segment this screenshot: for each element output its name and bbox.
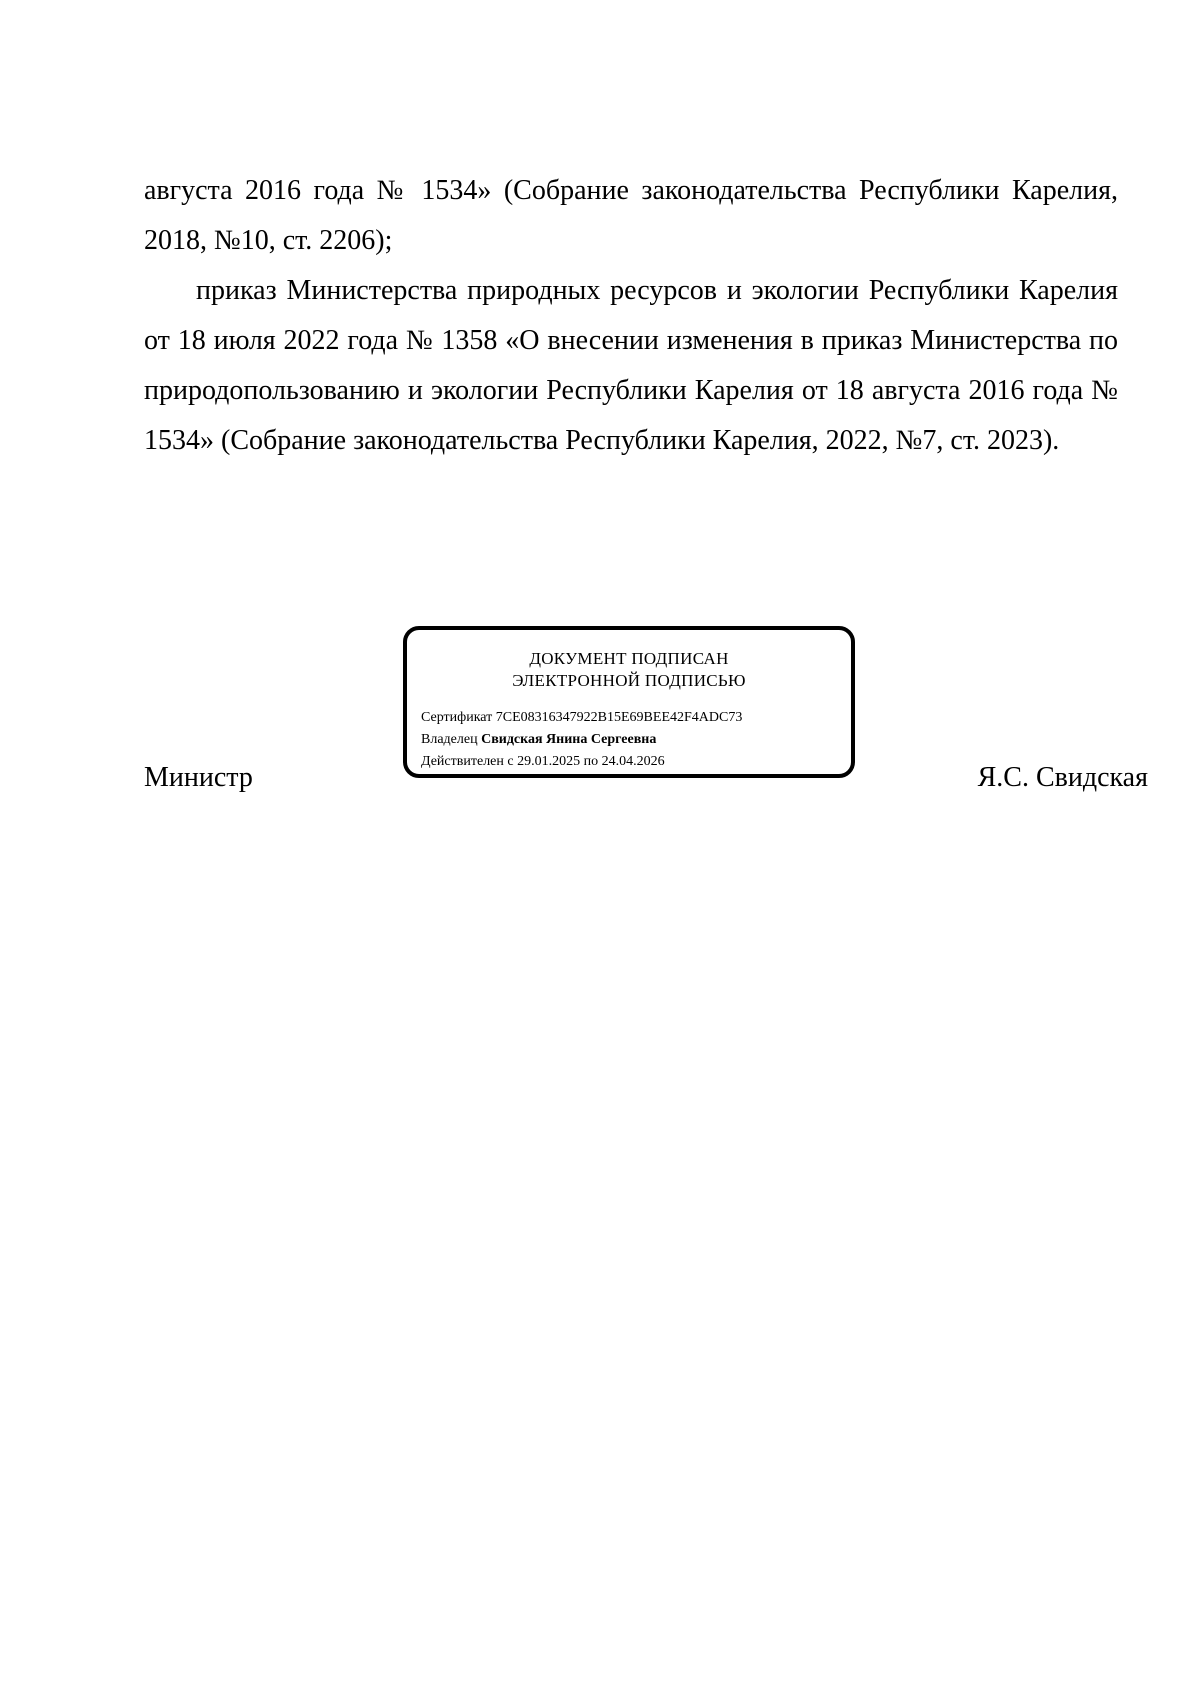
signer-name: Я.С. Свидская [977, 762, 1148, 793]
certificate-label: Сертификат [421, 710, 493, 725]
signer-position: Министр [144, 762, 253, 793]
signature-row [144, 758, 1148, 798]
paragraph-continuation: августа 2016 года № 1534» (Собрание законодательства Республики Карелия, 2018, №10, ст. 2206); [144, 175, 1118, 256]
owner-label: Владелец [421, 732, 478, 747]
paragraph-order-reference: приказ Министерства природных ресурсов и экологии Республики Карелия от 18 июля 2022 года № 1358 «О внесении изменения в приказ Министерства по природопользованию и экологии Республики Карелия от 18 августа 2016 года № 1534» (Собрание законодательства Республики Карелия, 2022, №7, ст. 2023). [144, 275, 1118, 456]
valid-to-label: по [583, 754, 599, 769]
document-body [144, 166, 1118, 466]
valid-label: Действителен [421, 754, 504, 769]
owner-value: Свидская Янина Сергеевна [481, 732, 657, 747]
valid-from-date: 29.01.2025 [517, 754, 581, 769]
stamp-title [407, 648, 851, 692]
valid-to-date: 24.04.2026 [601, 754, 665, 769]
stamp-title-line1: ДОКУМЕНТ ПОДПИСАН [529, 649, 729, 668]
certificate-value: 7CE08316347922B15E69BEE42F4ADC73 [495, 710, 743, 725]
stamp-owner-line [421, 730, 656, 750]
valid-from-label: с [507, 754, 514, 769]
electronic-signature-stamp [403, 626, 855, 778]
stamp-certificate-line [421, 708, 742, 728]
stamp-title-line2: ЭЛЕКТРОННОЙ ПОДПИСЬЮ [512, 671, 746, 690]
